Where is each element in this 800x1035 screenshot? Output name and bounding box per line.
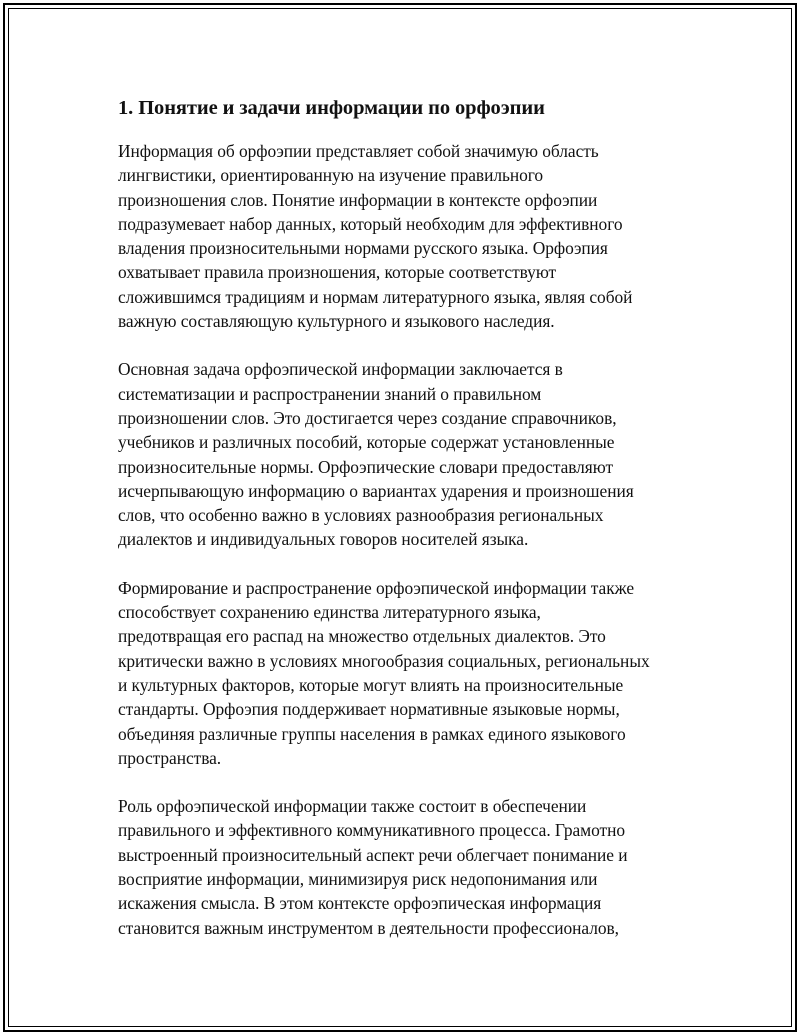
text-line: и культурных факторов, которые могут влиять на произносительные	[118, 674, 624, 695]
text-line: Роль орфоэпической информации также состоит в обеспечении	[118, 796, 587, 817]
text-line: учебников и различных пособий, которые содержат установленные	[118, 432, 615, 453]
text-line: исчерпывающую информацию о вариантах ударения и произношения	[118, 480, 634, 501]
text-line: охватывает правила произношения, которые соответствуют	[118, 262, 557, 283]
text-line: предотвращая его распад на множество отдельных диалектов. Это	[118, 626, 606, 647]
text-line: объединяя различные группы населения в рамках единого языкового	[118, 723, 626, 744]
text-line: стандарты. Орфоэпия поддерживает нормативные языковые нормы,	[118, 699, 620, 720]
text-line: выстроенный произносительный аспект речи облегчает понимание и	[118, 844, 628, 865]
text-line: произношении слов. Это достигается через создание справочников,	[118, 407, 617, 428]
text-line: важную составляющую культурного и языкового наследия.	[118, 311, 555, 332]
document-body	[118, 95, 688, 964]
text-line: систематизации и распространении знаний о правильном	[118, 383, 542, 404]
text-line: произносительные нормы. Орфоэпические словари предоставляют	[118, 456, 614, 477]
section-heading: 1. Понятие и задачи информации по орфоэпии	[118, 97, 545, 119]
text-line: критически важно в условиях многообразия социальных, региональных	[118, 650, 650, 671]
text-line: правильного и эффективного коммуникативного процесса. Грамотно	[118, 820, 625, 841]
text-line: произношения слов. Понятие информации в контексте орфоэпии	[118, 189, 598, 210]
paragraph-3	[118, 576, 688, 770]
text-line: искажения смысла. В этом контексте орфоэпическая информация	[118, 893, 602, 914]
text-line: восприятие информации, минимизируя риск недопонимания или	[118, 869, 598, 890]
text-line: лингвистики, ориентированную на изучение правильного	[118, 165, 544, 186]
paragraph-2	[118, 357, 688, 551]
text-line: пространства.	[118, 747, 222, 768]
text-line: владения произносительными нормами русского языка. Орфоэпия	[118, 238, 608, 259]
paragraph-4	[118, 794, 688, 940]
text-line: способствует сохранению единства литературного языка,	[118, 602, 541, 623]
paragraph-1	[118, 139, 688, 333]
text-line: Основная задача орфоэпической информации заключается в	[118, 359, 563, 380]
text-line: подразумевает набор данных, который необходим для эффективного	[118, 213, 623, 234]
text-line: становится важным инструментом в деятельности профессионалов,	[118, 917, 619, 938]
text-line: слов, что особенно важно в условиях разнообразия региональных	[118, 505, 604, 526]
text-line: Формирование и распространение орфоэпической информации также	[118, 577, 635, 598]
text-line: Информация об орфоэпии представляет собой значимую область	[118, 141, 599, 161]
text-line: сложившимся традициям и нормам литературного языка, являя собой	[118, 286, 633, 307]
text-line: диалектов и индивидуальных говоров носителей языка.	[118, 529, 529, 550]
